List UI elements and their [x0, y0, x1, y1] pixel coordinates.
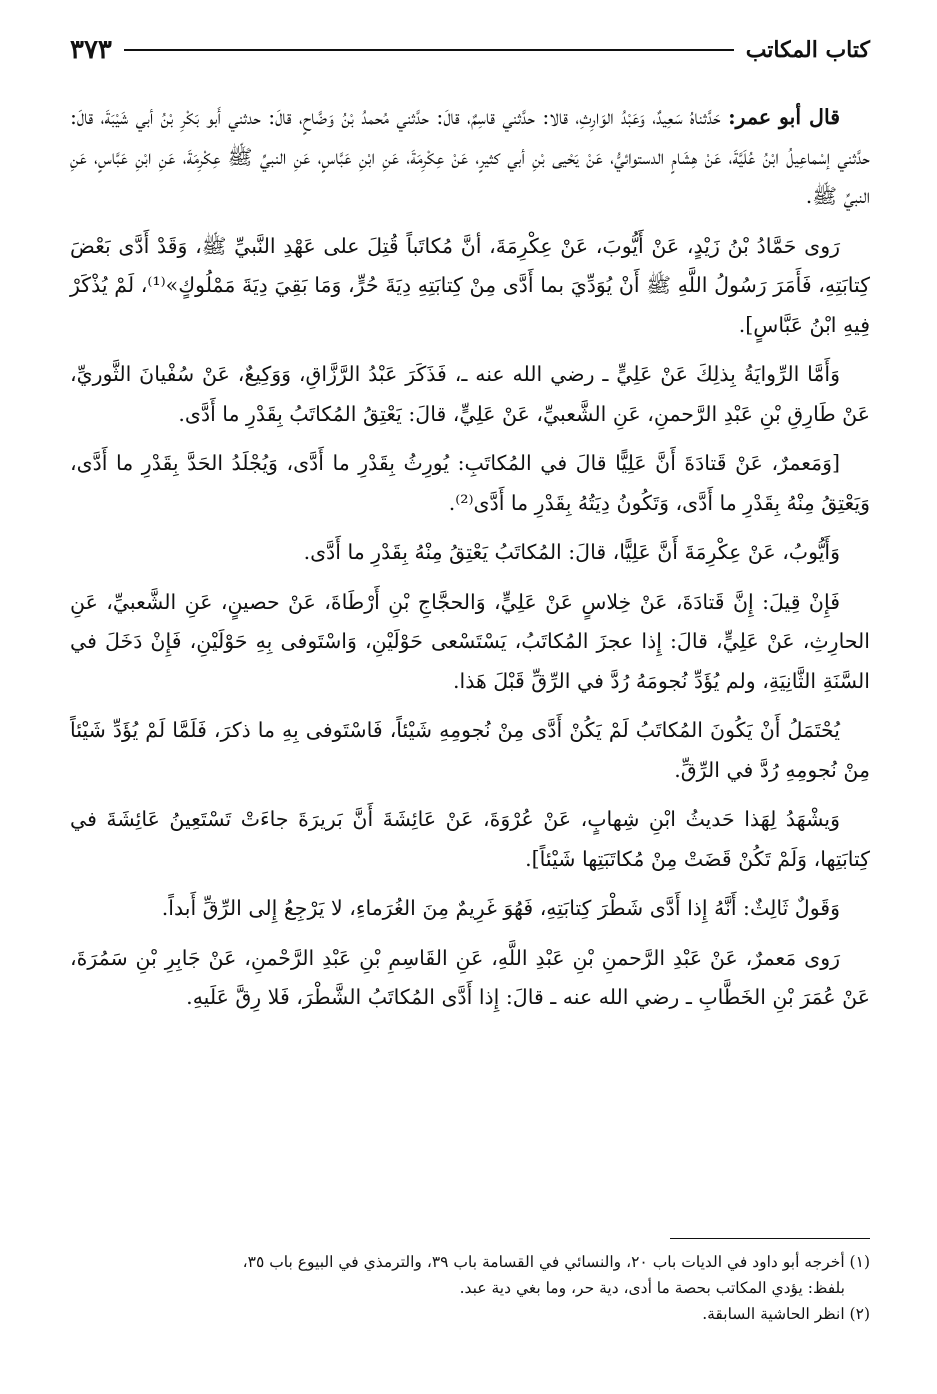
- paragraph-lead: قال أبو عمر:: [728, 105, 840, 129]
- paragraph-text: حَدَّثناهُ سَعِيدٌ، وَعَبْدُ الوَارِثِ، قالا: حدَّثني قاسِمٌ، قالَ: حدَّثني مُحمدُ بْنُ وَضَّاحٍ، قالَ: حدثني أَبو بَكْرِ بْنُ أبي شَيْبَةَ، قالَ: حدَّثني إسْماعِيلُ ابْنُ عُلَيَّةَ، عَنْ هِشَامٍ الدستوائيُّ، عَنْ يَحْيى بْنِ أبي كثيرٍ، عَنْ عِكْرِمَةَ، عَنِ ابْنِ عَبَّاسٍ، عَنِ النبيِّ ﷺ عِكْرِمَةَ، عَنِ ابْنِ عَبَّاسٍ، عَنِ النبيِّ ﷺ.: [70, 105, 870, 208]
- footnote-1: (١) أخرجه أبو داود في الديات باب ٢٠، والنسائي في القسامة باب ٣٩، والترمذي في البيوع باب ٣٥،: [242, 1253, 870, 1271]
- paragraph-text: وَأَمَّا الرِّوايَةُ بِذلِكَ عَنْ عَلِيٍّ ـ رضي الله عنه ـ، فَذَكَرَ عَبْدُ الرَّزَّاقِ، وَوَكِيعٌ، عَنْ سُفْيانَ الثَّوريِّ، عَنْ طَارِقِ بْنِ عَبْدِ الرَّحمنِ، عَنِ الشَّعبيِّ، عَنْ عَلِيٍّ، قالَ: يَعْتِقُ المُكاتَبُ بِقَدْرِ ما أَدَّى.: [70, 362, 870, 426]
- paragraph-text: رَوى مَعمرٌ، عَنْ عَبْدِ الرَّحمنِ بْنِ عَبْدِ اللَّهِ، عَنِ القَاسِمِ بْنِ عَبْدِ الرَّحْمنِ، عَنْ جَابِرِ بْنِ سَمُرَةَ، عَنْ عُمَرَ بْنِ الخَطَّابِ ـ رضي الله عنه ـ قالَ: إِذا أَدَّى المُكاتَبُ الشَّطْرَ، فَلا رِقَّ عَلَيهِ.: [70, 945, 870, 1009]
- footnote-1-continuation: بلفظ: يؤدي المكاتب بحصة ما أدى، دية حر، وما بغي دية عبد.: [459, 1279, 845, 1297]
- paragraph: [70, 227, 870, 346]
- paragraph-text: وَيشْهَدُ لِهَذا حَديثُ ابْنِ شِهابٍ، عَنْ عُرْوَةَ، عَنْ عَائِشَةَ أَنَّ بَريرَةَ جاءَتْ تَسْتَعِينُ عَائِشَةَ في كِتابَتِها، وَلَمْ تَكُنْ قَضَتْ مِنْ مُكاتَبَتِها شَيْئاً].: [70, 807, 870, 871]
- paragraph-text: وَأَيُّوبُ، عَنْ عِكْرِمَةَ أَنَّ عَلِيًّا، قالَ: المُكاتَبُ يَعْتِقُ مِنْهُ بِقَدْرِ ما أَدَّى.: [303, 540, 840, 564]
- paragraph: [70, 583, 870, 702]
- chapter-title: كتاب المكاتب: [745, 37, 870, 63]
- footnote-2: (٢) انظر الحاشية السابقة.: [702, 1305, 870, 1323]
- paragraph-text: يُحْتَمَلُ أَنْ يَكُونَ المُكاتَبُ لَمْ يَكُنْ أَدَّى مِنْ نُجومِهِ شَيْئاً، فَاسْتَوفى بِهِ ما ذكرَ، فَلَمَّا لَمْ يُؤَدِّ شَيْئاً مِنْ نُجومِهِ رُدَّ في الرِّقِّ.: [70, 718, 870, 782]
- paragraph-text: رَوى حَمَّادُ بْنُ زَيْدٍ، عَنْ أَيُّوبَ، عَنْ عِكْرِمَةَ، أنَّ مُكاتَباً قُتِلَ على عَهْدِ النَّبيِّ ﷺ، وَقَدْ أَدَّى بَعْضَ كِتابَتِهِ، فَأَمَرَ رَسُولُ اللَّهِ ﷺ أَنْ يُوَدِّيَ بما أَدَّى مِنْ كِتابَتِهِ دِيَةَ حُرٍّ، وَمَا بَقِيَ دِيَةَ مَمْلُوكٍ»⁽¹⁾، لَمْ يُذْكَرْ فِيهِ ابْنُ عَبَّاسٍ].: [70, 233, 870, 337]
- paragraph-text: وَقَولٌ ثَالِثٌ: أَنَّهُ إِذا أَدَّى شَطْرَ كِتابَتِهِ، فَهُوَ غَرِيمٌ مِنَ الغُرَماءِ، لا يَرْجِعُ إِلى الرِّقِّ أَبداً.: [161, 896, 840, 920]
- main-text: [70, 98, 870, 1028]
- page-header: [70, 30, 870, 70]
- paragraph: [70, 355, 870, 434]
- paragraph: [70, 533, 870, 573]
- paragraph-text: [وَمَعمرٌ، عَنْ قَتادَةَ أَنَّ عَلِيًّا قالَ في المُكاتَبِ: يُورِثُ بِقَدْرِ ما أَدَّى، وَيُجْلَدُ الحَدَّ بِقَدْرِ ما أَدَّى، وَيَعْتِقُ مِنْهُ بِقَدْرِ ما أَدَّى، وَتَكُونُ دِيَتُهُ بِقَدْرِ ما أَدَّى⁽²⁾.: [70, 451, 870, 515]
- paragraph: [70, 800, 870, 879]
- page-number: ٣٧٣: [70, 35, 112, 65]
- paragraph: [70, 444, 870, 523]
- paragraph-text: فَإِنْ قِيلَ: إِنَّ قَتادَةَ، عَنْ خِلاسٍ عَنْ عَلِيٍّ، وَالحجَّاجِ بْنِ أَرْطَاةَ، عَنْ حصينٍ، عَنِ الشَّعبيِّ، عَنِ الحارِثِ، عَنْ عَلِيٍّ، قالَ: إِذا عجزَ المُكاتَبُ، يَسْتَسْعى حَوْلَيْنِ، وَاسْتَوفى بِهِ حَوْلَيْنِ، فَإِنْ دَخَلَ في السَّنَةِ الثَّانِيَةِ، ولم يُؤَدِّ نُجومَهُ رُدَّ في الرِّقِّ قَبْلَ هَذا.: [70, 589, 870, 693]
- header-rule: [124, 49, 734, 51]
- footnote-rule: [670, 1238, 870, 1239]
- paragraph: [70, 939, 870, 1018]
- paragraph: [70, 889, 870, 929]
- footnotes: [70, 1238, 870, 1327]
- paragraph: [70, 98, 870, 217]
- paragraph: [70, 711, 870, 790]
